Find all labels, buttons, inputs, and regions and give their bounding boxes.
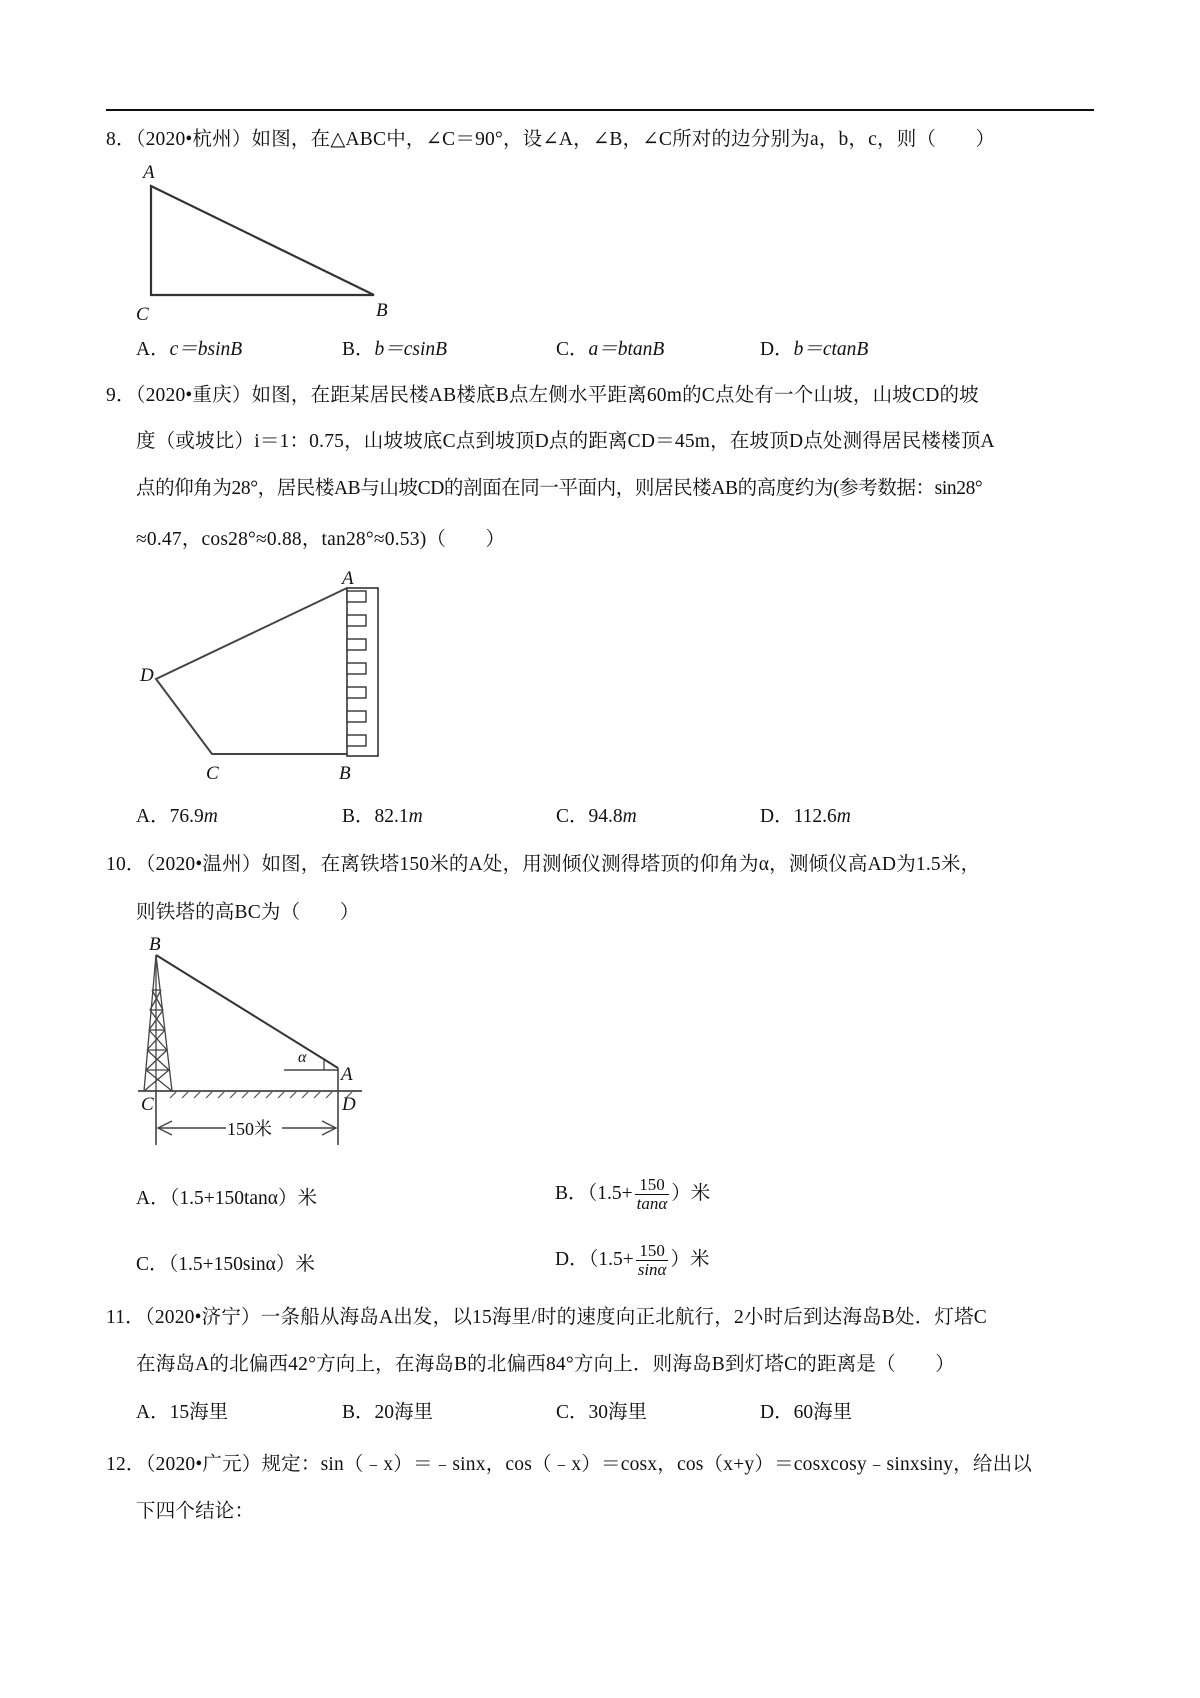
q10-label-d: D — [342, 1094, 356, 1115]
q10-option-b[interactable]: B．（1.5+ $\frac{150}{\tan\alpha}$ ）米 — [555, 1175, 711, 1213]
tower-lattice — [144, 955, 172, 1091]
q11-option-a[interactable]: A．15海里 — [136, 1402, 229, 1423]
q8-stem-line-1: 8．（2020•杭州）如图，在△ABC中，∠C＝90°，设∠A，∠B，∠C所对的边分别为a，b，c，则（ ） — [106, 129, 996, 150]
q11-option-d[interactable]: D．60海里 — [760, 1402, 853, 1423]
q8-option-b[interactable]: B．b＝csinB — [342, 339, 448, 360]
q10-label-c: C — [141, 1094, 154, 1115]
q10-dimension-label: 150米 — [227, 1119, 272, 1139]
q9-label-c: C — [206, 763, 219, 784]
fraction: $\frac{150}{\sin\alpha}$ — [637, 1241, 667, 1279]
q9-option-a[interactable]: A．76.9m — [136, 806, 218, 827]
q11-option-b[interactable]: B．20海里 — [342, 1402, 434, 1423]
q9-label-d: D — [140, 665, 154, 686]
q12-stem-line-2: 下四个结论： — [136, 1501, 255, 1522]
q9-stem-line-1: 9．（2020•重庆）如图，在距某居民楼AB楼底B点左侧水平距离60m的C点处有一个山坡，山坡CD的坡 — [106, 385, 979, 406]
q11-option-c[interactable]: C．30海里 — [556, 1402, 648, 1423]
q10-option-c[interactable]: C．（1.5+150sinα）米 — [136, 1254, 315, 1275]
q9-label-a: A — [342, 568, 354, 589]
q11-stem-line-2: 在海岛A的北偏西42°方向上，在海岛B的北偏西84°方向上．则海岛B到灯塔C的距离是（ ） — [136, 1354, 955, 1375]
q9-option-d[interactable]: D．112.6m — [760, 806, 851, 827]
q12-stem-line-1: 12．（2020•广元）规定：sin（﹣x）＝﹣sinx，cos（﹣x）＝cosx，cos（x+y）＝cosxcosy﹣sinxsiny，给出以 — [106, 1454, 1032, 1475]
q9-stem-line-2: 度（或坡比）i＝1：0.75，山坡坡底C点到坡顶D点的距离CD＝45m，在坡顶D点处测得居民楼楼顶A — [136, 431, 995, 452]
q8-label-a: A — [143, 162, 155, 183]
q8-label-b: B — [376, 300, 388, 321]
ground-hatching — [170, 1092, 352, 1098]
q10-label-alpha: α — [298, 1049, 307, 1066]
q9-stem-line-4: ≈0.47，cos28°≈0.88，tan28°≈0.53)（ ） — [136, 529, 506, 550]
q10-stem-line-1: 10．（2020•温州）如图，在离铁塔150米的A处，用测倾仪测得塔顶的仰角为α，测倾仪高AD为1.5米， — [106, 854, 981, 875]
q9-stem-line-3: 点的仰角为28°，居民楼AB与山坡CD的剖面在同一平面内，则居民楼AB的高度约为(参考数据：sin28° — [136, 478, 983, 499]
q10-stem-line-2: 则铁塔的高BC为（ ） — [136, 902, 360, 923]
q10-label-a: A — [341, 1064, 353, 1085]
q9-option-b[interactable]: B．82.1m — [342, 806, 423, 827]
q10-label-b: B — [149, 934, 161, 955]
q8-option-d[interactable]: D．b＝ctanB — [760, 339, 869, 360]
q9-option-c[interactable]: C．94.8m — [556, 806, 637, 827]
q8-option-a[interactable]: A．c＝bsinB — [136, 339, 243, 360]
fraction: $\frac{150}{\tan\alpha}$ — [636, 1175, 668, 1213]
q10-option-a[interactable]: A．（1.5+150tanα）米 — [136, 1188, 318, 1209]
q10-option-d[interactable]: D．（1.5+ $\frac{150}{\sin\alpha}$ ）米 — [555, 1241, 710, 1279]
q8-option-c[interactable]: C．a＝btanB — [556, 339, 665, 360]
q8-label-c: C — [136, 304, 149, 325]
q9-label-b: B — [339, 763, 351, 784]
q11-stem-line-1: 11．（2020•济宁）一条船从海岛A出发，以15海里/时的速度向正北航行，2小时后到达海岛B处．灯塔C — [106, 1307, 988, 1328]
